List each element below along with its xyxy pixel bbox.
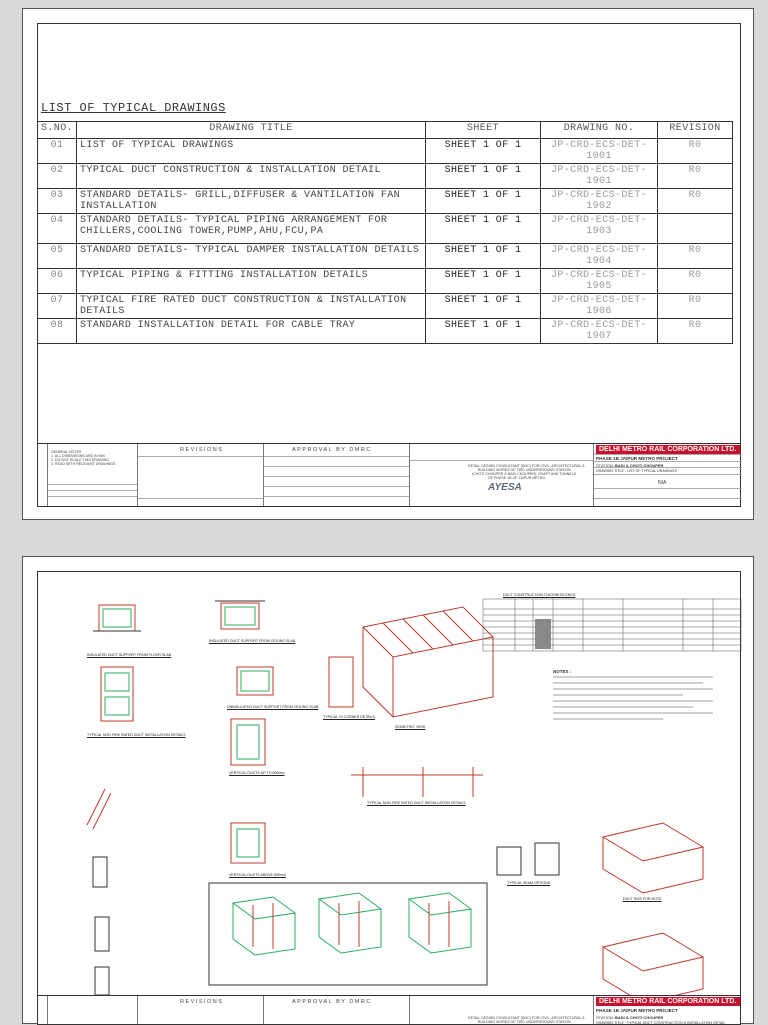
cell-drawing-title: STANDARD DETAILS- TYPICAL PIPING ARRANGEMENT FOR CHILLERS,COOLING TOWER,PUMP,AHU,FCU,PA	[77, 214, 426, 244]
cell-sno: 06	[38, 269, 77, 294]
cell-sno: 03	[38, 189, 77, 214]
tb-client	[594, 996, 742, 1024]
title-block	[37, 443, 741, 507]
caption-gi-corner: TYPICAL GI CORNER DETAILS	[323, 715, 375, 719]
cell-revision: R0	[658, 139, 733, 164]
cell-revision: R0	[658, 244, 733, 269]
drawing-title-label: DRAWING TITLE :	[596, 1021, 626, 1025]
caption-non-fire-rated: TYPICAL NON FIRE RATED DUCT INSTALLATION DETAILS	[87, 733, 186, 737]
cell-drawing-no: JP-CRD-ECS-DET-1902	[541, 189, 658, 214]
tb-revisions	[138, 444, 264, 506]
tb-notes: GENERAL NOTES 1. ALL DIMENSIONS ARE IN MM 2. DO NOT SCALE THIS DRAWING 3. READ WITH RELEVANT DRAWINGS	[48, 444, 138, 506]
cell-sno: 05	[38, 244, 77, 269]
duct-details-drawing	[23, 557, 755, 1025]
cell-drawing-no: JP-CRD-ECS-DET-1907	[541, 319, 658, 344]
ayesa-logo: AYESA	[488, 482, 522, 493]
cell-sno: 04	[38, 214, 77, 244]
cell-sheet: SHEET 1 OF 1	[426, 164, 541, 189]
cell-revision: R0	[658, 189, 733, 214]
station-name: BADI & CHOTI CHOUPER	[614, 1015, 664, 1020]
notes-heading: NOTES :	[553, 669, 572, 674]
project-name: PHASE 1B JAIPUR METRO PROJECT	[596, 1008, 678, 1013]
title-block	[37, 995, 741, 1025]
caption-seam-options: TYPICAL SEAM OPTIONS	[507, 881, 551, 885]
consultant-line-2: BUILDING WORKS OF TWO UNDERGROUND STATION	[478, 468, 571, 472]
table-row	[38, 294, 733, 319]
table-row	[38, 214, 733, 244]
cell-revision: R0	[658, 164, 733, 189]
drawing-title: TYPICAL DUCT CONSTRUCTION & INSTALLATION DETAIL	[626, 1021, 726, 1025]
table-row	[38, 244, 733, 269]
scale-value: N/A	[658, 480, 667, 486]
drawing-list-table	[37, 121, 733, 344]
table-row	[38, 139, 733, 164]
cell-drawing-title: TYPICAL PIPING & FITTING INSTALLATION DETAILS	[77, 269, 426, 294]
cell-revision: R0	[658, 319, 733, 344]
list-title: LIST OF TYPICAL DRAWINGS	[41, 101, 226, 115]
header-drawing-no: DRAWING NO.	[541, 122, 658, 139]
table-row	[38, 319, 733, 344]
cell-sheet: SHEET 1 OF 1	[426, 294, 541, 319]
revisions-label: REVISIONS	[180, 999, 224, 1005]
dmrc-header: DELHI METRO RAIL CORPORATION LTD.	[596, 445, 740, 454]
cell-revision: R0	[658, 269, 733, 294]
header-sheet: SHEET	[426, 122, 541, 139]
cell-sno: 01	[38, 139, 77, 164]
header-title: DRAWING TITLE	[77, 122, 426, 139]
table-row	[38, 269, 733, 294]
caption-vertical-above-600: VERTICAL DUCTS ABOVE 600mm	[229, 873, 286, 877]
revisions-label: REVISIONS	[180, 447, 224, 453]
cell-drawing-title: STANDARD DETAILS- TYPICAL DAMPER INSTALLATION DETAILS	[77, 244, 426, 269]
consultant-line-4: OF PHASE 1B OF JAIPUR METRO	[488, 476, 546, 480]
tb-approval	[264, 996, 410, 1024]
cell-sheet: SHEET 1 OF 1	[426, 214, 541, 244]
tb-consultant	[410, 996, 594, 1024]
caption-fire-rated: TYPICAL NON FIRE RATED DUCT INSTALLATION DETAILS	[367, 801, 466, 805]
dmrc-header: DELHI METRO RAIL CORPORATION LTD.	[596, 997, 740, 1006]
cell-drawing-no: JP-CRD-ECS-DET-1905	[541, 269, 658, 294]
cell-drawing-title: LIST OF TYPICAL DRAWINGS	[77, 139, 426, 164]
cell-drawing-no: JP-CRD-ECS-DET-1903	[541, 214, 658, 244]
drawing-sheet-1	[22, 8, 754, 520]
drawing-sheet-2	[22, 556, 754, 1024]
caption-duct-table: DUCT CONSTRUCTION THICKNESS ENDS	[503, 593, 576, 597]
caption-insulated-ceiling: INSULATED DUCT SUPPORT FROM CEILING SLAB	[209, 639, 296, 643]
caption-insulated-floor: INSULATED DUCT SUPPORT FROM FLOOR SLAB	[87, 653, 172, 657]
table-row	[38, 189, 733, 214]
tb-revisions	[138, 996, 264, 1024]
cell-drawing-title: STANDARD INSTALLATION DETAIL FOR CABLE TRAY	[77, 319, 426, 344]
cell-drawing-no: JP-CRD-ECS-DET-1904	[541, 244, 658, 269]
consultant-line-2: BUILDING WORKS OF TWO UNDERGROUND STATION	[478, 1020, 571, 1024]
caption-vertical-600: VERTICAL DUCTS UP TO 600mm	[229, 771, 285, 775]
drawing-title-label: DRAWING TITLE :	[596, 469, 626, 473]
table-row	[38, 164, 733, 189]
approval-label: APPROVAL BY DMRC	[292, 447, 372, 453]
cell-sno: 07	[38, 294, 77, 319]
cell-drawing-no: JP-CRD-ECS-DET-1001	[541, 139, 658, 164]
caption-duct-size: DUCT SIZE FOR NOTE	[623, 897, 662, 901]
consultant-line-3: (CHOTI CHOUPER & BADI CHOUPER), SHAFT AND TUNNELS	[472, 472, 577, 476]
caption-uninsulated-ceiling: UNINSULATED DUCT SUPPORT FROM CEILING SLAB	[227, 705, 319, 709]
cell-drawing-title: STANDARD DETAILS- GRILL,DIFFUSER & VANTILATION FAN INSTALLATION	[77, 189, 426, 214]
drawing-title: LIST OF TYPICAL DRAWINGS	[626, 469, 677, 473]
station-label: STATION:	[596, 1015, 614, 1020]
consultant-line-1: DETAIL DESIGN CONSULTANT (DDC) FOR CIVIL, ARCHITECTURAL &	[468, 464, 585, 468]
header-sno: S.NO.	[38, 122, 77, 139]
cell-sheet: SHEET 1 OF 1	[426, 319, 541, 344]
cell-sno: 08	[38, 319, 77, 344]
cell-drawing-no: JP-CRD-ECS-DET-1906	[541, 294, 658, 319]
tb-consultant	[410, 444, 594, 506]
approval-label: APPROVAL BY DMRC	[292, 999, 372, 1005]
station-name: BADI & CHOTI CHOUPER	[614, 463, 664, 468]
table-header-row	[38, 122, 733, 139]
consultant-line-1: DETAIL DESIGN CONSULTANT (DDC) FOR CIVIL, ARCHITECTURAL &	[468, 1016, 585, 1020]
tb-approval	[264, 444, 410, 506]
tb-client	[594, 444, 742, 506]
cell-sheet: SHEET 1 OF 1	[426, 244, 541, 269]
caption-isometric: ISOMETRIC VIEW	[395, 725, 426, 729]
cell-sheet: SHEET 1 OF 1	[426, 189, 541, 214]
project-name: PHASE 1B JAIPUR METRO PROJECT	[596, 456, 678, 461]
cell-sheet: SHEET 1 OF 1	[426, 139, 541, 164]
cell-revision: R0	[658, 294, 733, 319]
cell-drawing-title: TYPICAL DUCT CONSTRUCTION & INSTALLATION DETAIL	[77, 164, 426, 189]
cell-revision	[658, 214, 733, 244]
cell-sheet: SHEET 1 OF 1	[426, 269, 541, 294]
header-revision: REVISION	[658, 122, 733, 139]
cell-sno: 02	[38, 164, 77, 189]
cell-drawing-title: TYPICAL FIRE RATED DUCT CONSTRUCTION & INSTALLATION DETAILS	[77, 294, 426, 319]
station-label: STATION:	[596, 463, 614, 468]
cell-drawing-no: JP-CRD-ECS-DET-1901	[541, 164, 658, 189]
